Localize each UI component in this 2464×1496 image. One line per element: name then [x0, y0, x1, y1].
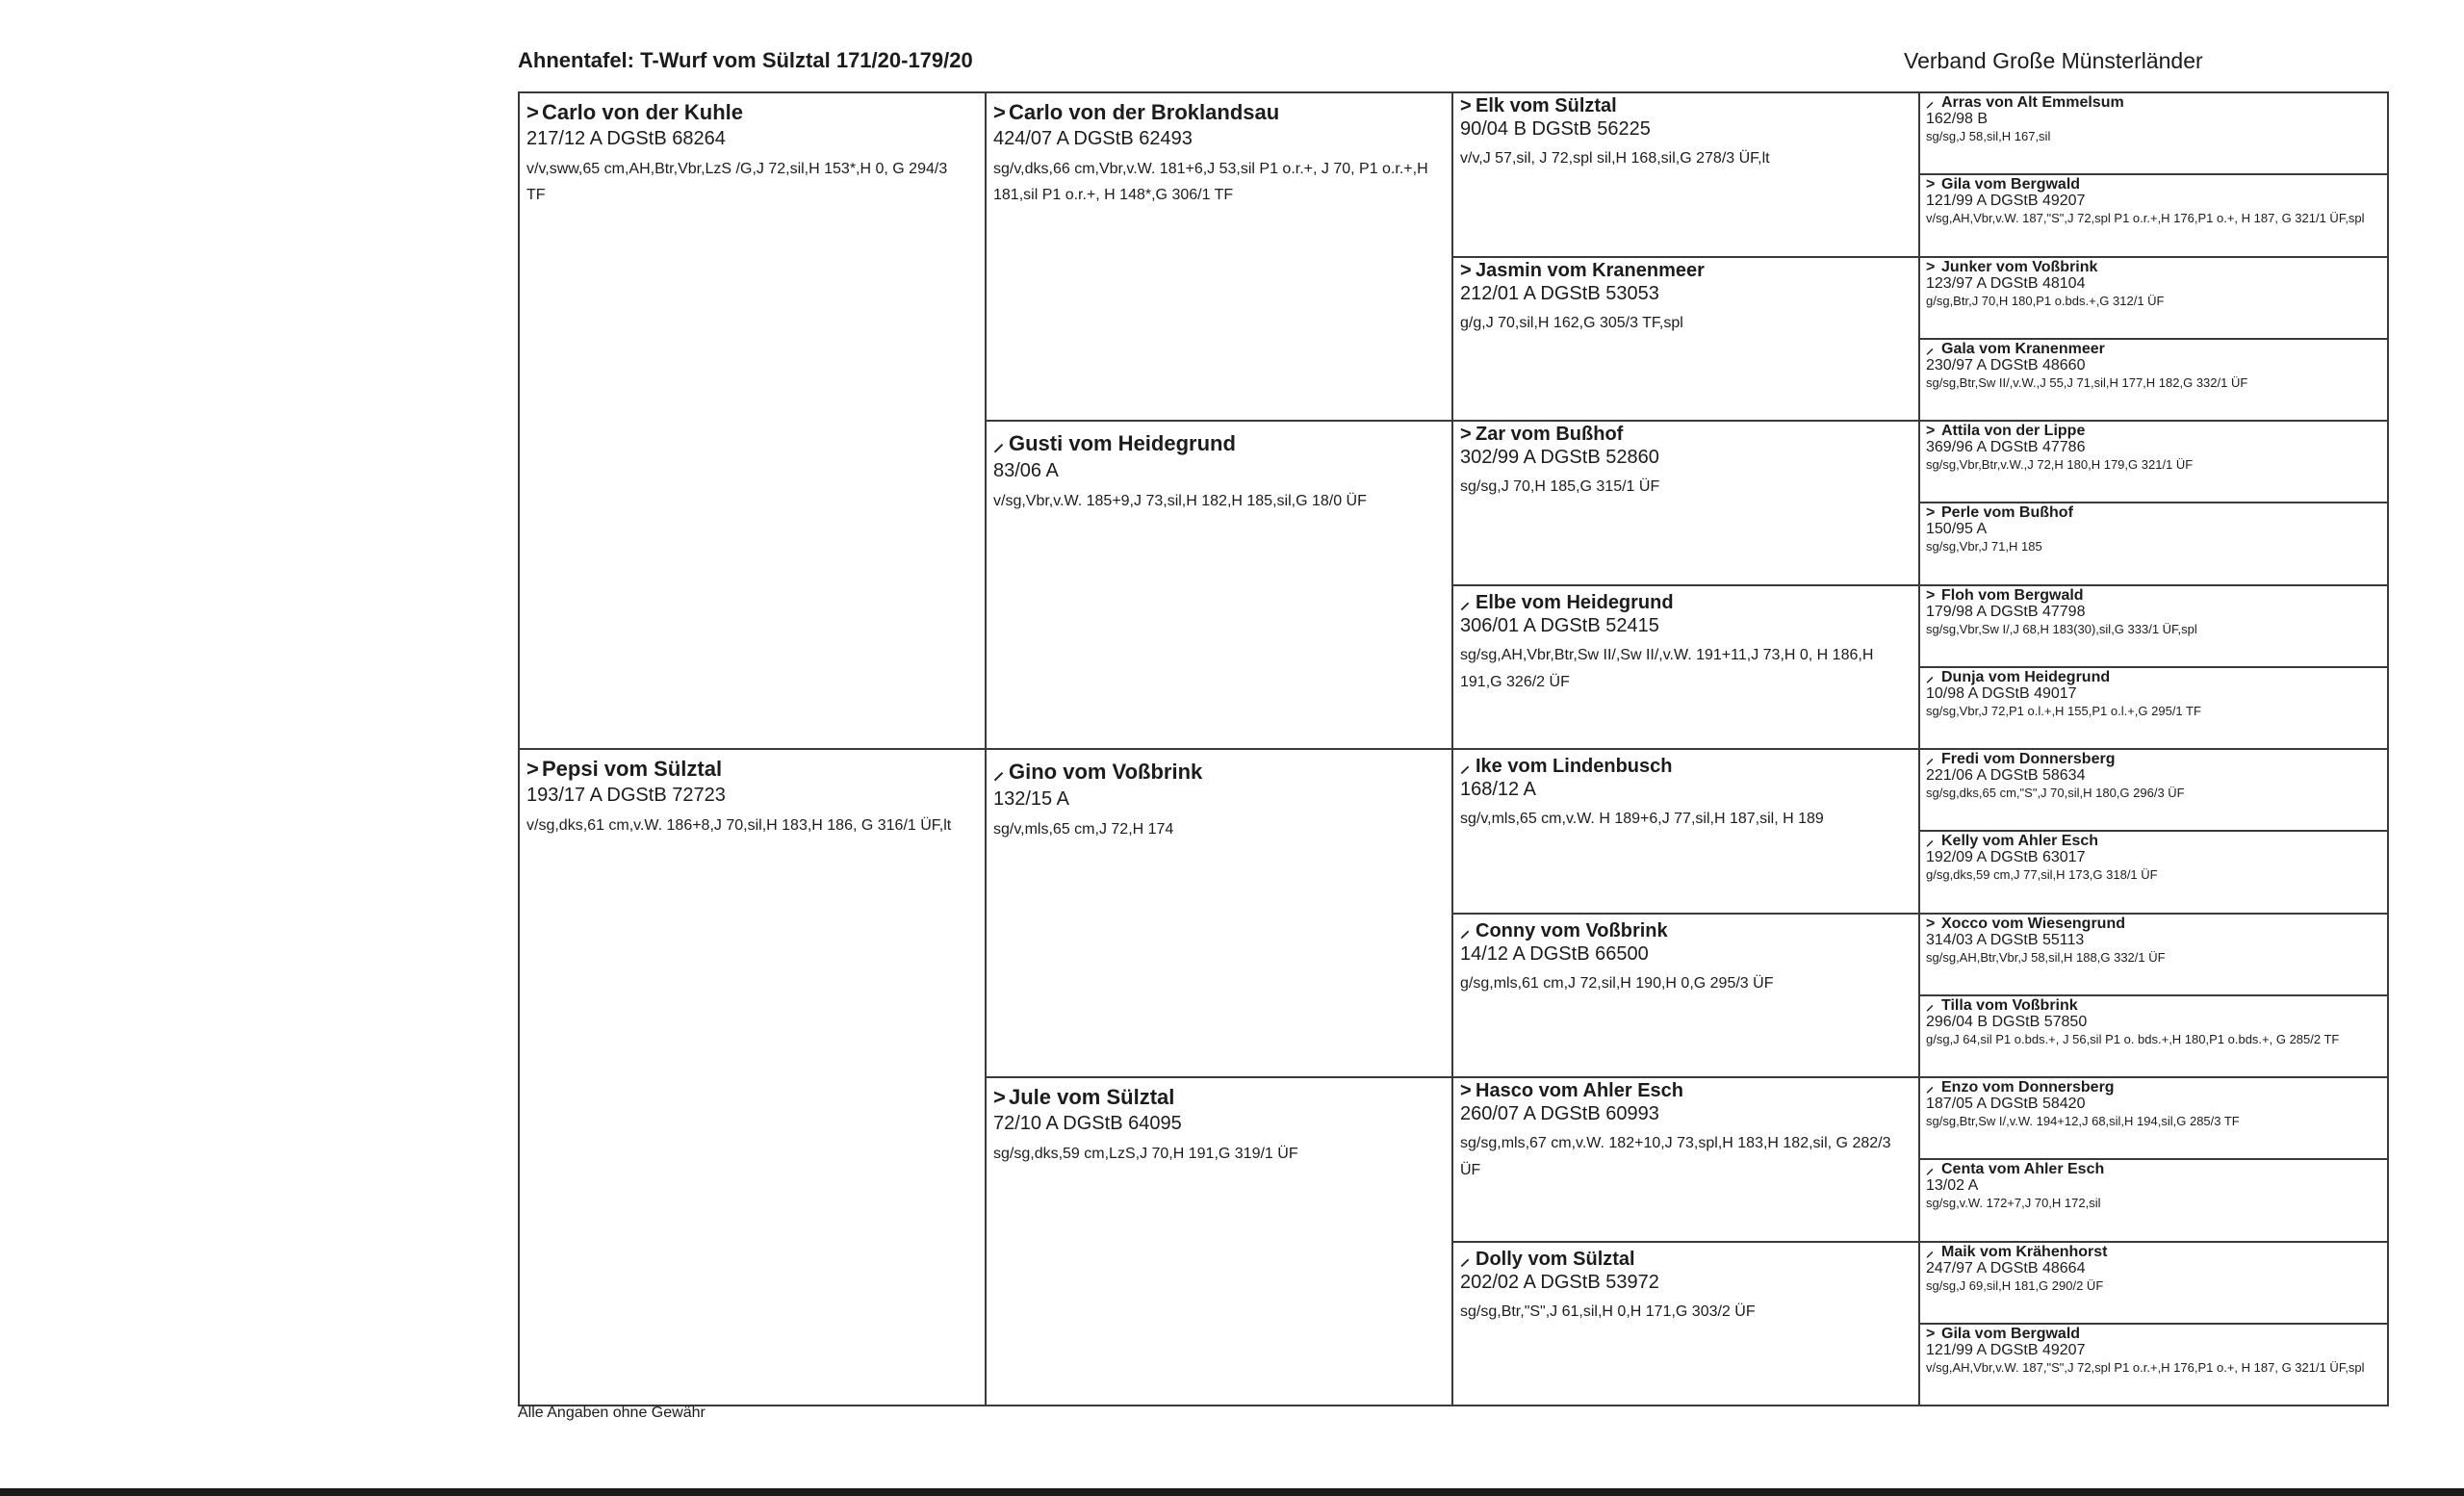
dog-name	[1460, 95, 1918, 117]
dog-name	[1460, 424, 1918, 446]
performance-details: sg/sg,J 70,H 185,G 315/1 ÜF	[1460, 478, 1660, 495]
female-marker-icon: ⸝	[1926, 997, 1935, 1014]
document-title: Ahnentafel: T-Wurf vom Sülztal 171/20-179/20	[518, 48, 973, 72]
dog-name-text: Tilla vom Voßbrink	[1941, 997, 2078, 1014]
registration-number: 424/07 A DGStB 62493	[993, 128, 1193, 149]
pedigree-cell-gen4-6	[1918, 502, 2389, 586]
registration-number: 230/97 A DGStB 48660	[1926, 357, 2086, 374]
performance-details: sg/sg,Vbr,J 72,P1 o.l.+,H 155,P1 o.l.+,G 295/1 TF	[1926, 704, 2201, 718]
dog-name-text: Zar vom Bußhof	[1476, 424, 1624, 445]
pedigree-cell-gen4-5	[1918, 420, 2389, 503]
pedigree-cell-gen3-3	[1451, 420, 1920, 586]
male-marker-icon: >	[1926, 587, 1936, 604]
pedigree-cell-gen4-16	[1918, 1323, 2389, 1406]
dog-name-text: Perle vom Bußhof	[1941, 504, 2073, 521]
pedigree-cell-gen4-1	[1918, 91, 2389, 175]
dog-name-text: Jule vom Sülztal	[1009, 1085, 1175, 1109]
female-marker-icon: ⸝	[1460, 592, 1470, 613]
registration-number: 10/98 A DGStB 49017	[1926, 685, 2077, 702]
registration-number: 123/97 A DGStB 48104	[1926, 275, 2086, 292]
performance-details: v/sg,AH,Vbr,v.W. 187,"S",J 72,spl P1 o.r.+,H 176,P1 o.+, H 187, G 321/1 ÜF,spl	[1926, 1360, 2365, 1375]
performance-details: sg/v,mls,65 cm,v.W. H 189+6,J 77,sil,H 187,sil, H 189	[1460, 811, 1824, 827]
dog-name-text: Attila von der Lippe	[1941, 423, 2086, 439]
dog-name-text: Gila vom Bergwald	[1941, 176, 2081, 193]
dog-name	[526, 757, 985, 782]
dog-name-text: Pepsi vom Sülztal	[542, 757, 723, 781]
registration-number: 202/02 A DGStB 53972	[1460, 1272, 1659, 1293]
female-marker-icon: ⸝	[1926, 1079, 1935, 1096]
registration-number: 14/12 A DGStB 66500	[1460, 943, 1649, 965]
dog-name	[1926, 504, 2387, 522]
pedigree-cell-gen4-3	[1918, 256, 2389, 340]
performance-details: v/sg,dks,61 cm,v.W. 186+8,J 70,sil,H 183,H 186, G 316/1 ÜF,lt	[526, 817, 952, 834]
pedigree-cell-gen4-11	[1918, 913, 2389, 996]
dog-name-text: Jasmin vom Kranenmeer	[1476, 260, 1705, 281]
performance-details: g/sg,mls,61 cm,J 72,sil,H 190,H 0,G 295/3 ÜF	[1460, 975, 1774, 992]
dog-name-text: Junker vom Voßbrink	[1941, 259, 2098, 275]
dog-name	[1926, 1244, 2387, 1261]
scan-bottom-edge	[0, 1488, 2464, 1496]
dog-name	[1460, 588, 1918, 614]
pedigree-cell-gen4-4	[1918, 338, 2389, 422]
dog-name	[993, 1085, 1451, 1110]
dog-name	[1460, 916, 1918, 942]
registration-number: 187/05 A DGStB 58420	[1926, 1096, 2086, 1112]
dog-name-text: Elk vom Sülztal	[1476, 95, 1617, 116]
performance-details: sg/sg,Vbr,Sw I/,J 68,H 183(30),sil,G 333/1 ÜF,spl	[1926, 622, 2197, 636]
pedigree-cell-gen3-2	[1451, 256, 1920, 422]
male-marker-icon: >	[526, 757, 539, 781]
registration-number: 302/99 A DGStB 52860	[1460, 447, 1659, 468]
dog-name-text: Gino vom Voßbrink	[1009, 760, 1203, 784]
performance-details: g/sg,Btr,J 70,H 180,P1 o.bds.+,G 312/1 ÜF	[1926, 294, 2165, 308]
pedigree-cell-gen3-5	[1451, 748, 1920, 915]
registration-number: 212/01 A DGStB 53053	[1460, 283, 1659, 304]
pedigree-cell-gen1-2	[518, 748, 987, 1406]
male-marker-icon: >	[1926, 504, 1936, 521]
dog-name-text: Fredi vom Donnersberg	[1941, 751, 2116, 767]
performance-details: sg/sg,Vbr,Btr,v.W.,J 72,H 180,H 179,G 321/1 ÜF	[1926, 457, 2194, 472]
dog-name	[1460, 1080, 1918, 1102]
pedigree-cell-gen2-4	[985, 1076, 1453, 1406]
dog-name	[1926, 423, 2387, 440]
male-marker-icon: >	[1926, 259, 1936, 275]
disclaimer-note: Alle Angaben ohne Gewähr	[518, 1405, 706, 1421]
pedigree-cell-gen4-7	[1918, 584, 2389, 668]
dog-name	[1926, 751, 2387, 768]
pedigree-cell-gen2-2	[985, 420, 1453, 750]
registration-number: 72/10 A DGStB 64095	[993, 1113, 1182, 1134]
dog-name-text: Gila vom Bergwald	[1941, 1326, 2081, 1342]
pedigree-cell-gen4-14	[1918, 1158, 2389, 1243]
dog-name	[1926, 916, 2387, 933]
registration-number: 306/01 A DGStB 52415	[1460, 615, 1659, 636]
pedigree-cell-gen3-4	[1451, 584, 1920, 750]
registration-number: 168/12 A	[1460, 779, 1536, 800]
dog-name	[1460, 752, 1918, 778]
pedigree-cell-gen4-10	[1918, 830, 2389, 915]
female-marker-icon: ⸝	[993, 760, 1005, 784]
pedigree-cell-gen4-13	[1918, 1076, 2389, 1160]
dog-name-text: Centa vom Ahler Esch	[1941, 1161, 2105, 1177]
performance-details: g/g,J 70,sil,H 162,G 305/3 TF,spl	[1460, 315, 1683, 331]
male-marker-icon: >	[1926, 916, 1936, 932]
registration-number: 150/95 A	[1926, 521, 1988, 537]
dog-name-text: Floh vom Bergwald	[1941, 587, 2084, 604]
performance-details: v/sg,Vbr,v.W. 185+9,J 73,sil,H 182,H 185,sil,G 18/0 ÜF	[993, 493, 1367, 509]
male-marker-icon: >	[1926, 423, 1936, 439]
performance-details: sg/sg,Btr,"S",J 61,sil,H 0,H 171,G 303/2 ÜF	[1460, 1303, 1756, 1320]
male-marker-icon: >	[526, 100, 539, 124]
performance-details: sg/sg,Btr,Sw I/,v.W. 194+12,J 68,sil,H 194,sil,G 285/3 TF	[1926, 1114, 2240, 1128]
male-marker-icon: >	[1460, 424, 1472, 445]
dog-name-text: Dolly vom Sülztal	[1476, 1249, 1635, 1270]
registration-number: 192/09 A DGStB 63017	[1926, 849, 2086, 865]
performance-details: sg/sg,AH,Vbr,Btr,Sw II/,Sw II/,v.W. 191+11,J 73,H 0, H 186,H 191,G 326/2 ÜF	[1460, 647, 1874, 690]
performance-details: sg/sg,Vbr,J 71,H 185	[1926, 539, 2042, 554]
male-marker-icon: >	[1926, 176, 1936, 193]
female-marker-icon: ⸝	[1460, 1249, 1470, 1270]
female-marker-icon: ⸝	[1926, 341, 1935, 357]
female-marker-icon: ⸝	[1926, 751, 1935, 767]
dog-name	[1460, 1245, 1918, 1271]
dog-name	[1926, 587, 2387, 605]
registration-number: 121/99 A DGStB 49207	[1926, 193, 2086, 209]
dog-name	[993, 428, 1451, 457]
performance-details: sg/sg,dks,59 cm,LzS,J 70,H 191,G 319/1 ÜF	[993, 1146, 1298, 1162]
registration-number: 83/06 A	[993, 460, 1059, 481]
pedigree-cell-gen4-9	[1918, 748, 2389, 832]
dog-name	[1926, 669, 2387, 686]
pedigree-cell-gen4-12	[1918, 994, 2389, 1078]
pedigree-cell-gen3-7	[1451, 1076, 1920, 1243]
registration-number: 314/03 A DGStB 55113	[1926, 932, 2085, 948]
dog-name-text: Carlo von der Broklandsau	[1009, 100, 1280, 124]
performance-details: v/v,J 57,sil, J 72,spl sil,H 168,sil,G 278/3 ÜF,lt	[1460, 150, 1770, 167]
performance-details: sg/sg,J 58,sil,H 167,sil	[1926, 129, 2051, 143]
pedigree-cell-gen3-8	[1451, 1241, 1920, 1406]
dog-name	[993, 757, 1451, 786]
dog-name-text: Carlo von der Kuhle	[542, 100, 744, 124]
dog-name-text: Hasco vom Ahler Esch	[1476, 1080, 1684, 1101]
registration-number: 121/99 A DGStB 49207	[1926, 1342, 2086, 1358]
registration-number: 296/04 B DGStB 57850	[1926, 1014, 2088, 1030]
registration-number: 132/15 A	[993, 788, 1069, 810]
performance-details: sg/sg,J 69,sil,H 181,G 290/2 ÜF	[1926, 1278, 2104, 1293]
dog-name-text: Gusti vom Heidegrund	[1009, 431, 1236, 455]
pedigree-cell-gen4-2	[1918, 173, 2389, 258]
dog-name-text: Dunja vom Heidegrund	[1941, 669, 2111, 685]
male-marker-icon: >	[1460, 1080, 1472, 1101]
registration-number: 13/02 A	[1926, 1177, 1979, 1194]
performance-details: v/sg,AH,Vbr,v.W. 187,"S",J 72,spl P1 o.r.+,H 176,P1 o.+, H 187, G 321/1 ÜF,spl	[1926, 211, 2365, 225]
performance-details: g/sg,J 64,sil P1 o.bds.+, J 56,sil P1 o. bds.+,H 180,P1 o.bds.+, G 285/2 TF	[1926, 1032, 2340, 1046]
registration-number: 247/97 A DGStB 48664	[1926, 1260, 2086, 1277]
performance-details: sg/v,mls,65 cm,J 72,H 174	[993, 821, 1174, 838]
dog-name-text: Ike vom Lindenbusch	[1476, 756, 1673, 777]
female-marker-icon: ⸝	[1926, 1244, 1935, 1260]
dog-name	[1926, 259, 2387, 276]
dog-name-text: Elbe vom Heidegrund	[1476, 592, 1674, 613]
registration-number: 260/07 A DGStB 60993	[1460, 1103, 1659, 1124]
female-marker-icon: ⸝	[1926, 1161, 1935, 1177]
female-marker-icon: ⸝	[1926, 94, 1935, 111]
registration-number: 179/98 A DGStB 47798	[1926, 604, 2086, 620]
dog-name	[1926, 1326, 2387, 1343]
performance-details: sg/v,dks,66 cm,Vbr,v.W. 181+6,J 53,sil P1 o.r.+, J 70, P1 o.r.+,H 181,sil P1 o.r.+, H 148*,G 306/1 TF	[993, 161, 1428, 203]
dog-name	[1926, 176, 2387, 193]
dog-name	[1926, 833, 2387, 850]
pedigree-table	[518, 91, 2389, 1405]
dog-name-text: Gala vom Kranenmeer	[1941, 341, 2105, 357]
dog-name	[1460, 260, 1918, 282]
pedigree-cell-gen2-1	[985, 91, 1453, 422]
dog-name	[1926, 1161, 2387, 1178]
performance-details: sg/sg,AH,Btr,Vbr,J 58,sil,H 188,G 332/1 ÜF	[1926, 950, 2166, 965]
performance-details: g/sg,dks,59 cm,J 77,sil,H 173,G 318/1 ÜF	[1926, 867, 2158, 882]
registration-number: 221/06 A DGStB 58634	[1926, 767, 2086, 784]
registration-number: 217/12 A DGStB 68264	[526, 128, 726, 149]
female-marker-icon: ⸝	[1460, 756, 1470, 777]
dog-name	[993, 100, 1451, 125]
male-marker-icon: >	[993, 1085, 1006, 1109]
dog-name	[1926, 94, 2387, 112]
registration-number: 369/96 A DGStB 47786	[1926, 439, 2086, 455]
dog-name	[1926, 341, 2387, 358]
registration-number: 193/17 A DGStB 72723	[526, 785, 726, 806]
female-marker-icon: ⸝	[1460, 920, 1470, 941]
pedigree-cell-gen4-8	[1918, 666, 2389, 750]
performance-details: sg/sg,dks,65 cm,"S",J 70,sil,H 180,G 296/3 ÜF	[1926, 786, 2185, 800]
pedigree-cell-gen2-3	[985, 748, 1453, 1078]
performance-details: sg/sg,v.W. 172+7,J 70,H 172,sil	[1926, 1196, 2101, 1210]
registration-number: 90/04 B DGStB 56225	[1460, 118, 1651, 140]
female-marker-icon: ⸝	[1926, 833, 1935, 849]
pedigree-cell-gen3-6	[1451, 913, 1920, 1078]
performance-details: v/v,sww,65 cm,AH,Btr,Vbr,LzS /G,J 72,sil,H 153*,H 0, G 294/3 TF	[526, 161, 948, 203]
dog-name-text: Conny vom Voßbrink	[1476, 920, 1668, 941]
registration-number: 162/98 B	[1926, 111, 1989, 127]
dog-name-text: Enzo vom Donnersberg	[1941, 1079, 2115, 1096]
male-marker-icon: >	[1460, 260, 1472, 281]
dog-name-text: Kelly vom Ahler Esch	[1941, 833, 2099, 849]
female-marker-icon: ⸝	[1926, 669, 1935, 685]
pedigree-cell-gen1-1	[518, 91, 987, 750]
performance-details: sg/sg,mls,67 cm,v.W. 182+10,J 73,spl,H 183,H 182,sil, G 282/3 ÜF	[1460, 1135, 1891, 1178]
dog-name	[1926, 997, 2387, 1015]
dog-name	[1926, 1079, 2387, 1096]
male-marker-icon: >	[1926, 1326, 1936, 1342]
male-marker-icon: >	[993, 100, 1006, 124]
pedigree-cell-gen3-1	[1451, 91, 1920, 258]
dog-name-text: Xocco vom Wiesengrund	[1941, 916, 2125, 932]
dog-name	[526, 100, 985, 125]
pedigree-cell-gen4-15	[1918, 1241, 2389, 1325]
dog-name-text: Maik vom Krähenhorst	[1941, 1244, 2108, 1260]
dog-name-text: Arras von Alt Emmelsum	[1941, 94, 2124, 111]
performance-details: sg/sg,Btr,Sw II/,v.W.,J 55,J 71,sil,H 177,H 182,G 332/1 ÜF	[1926, 375, 2248, 390]
female-marker-icon: ⸝	[993, 431, 1005, 455]
male-marker-icon: >	[1460, 95, 1472, 116]
club-name: Verband Große Münsterländer	[1904, 48, 2203, 73]
